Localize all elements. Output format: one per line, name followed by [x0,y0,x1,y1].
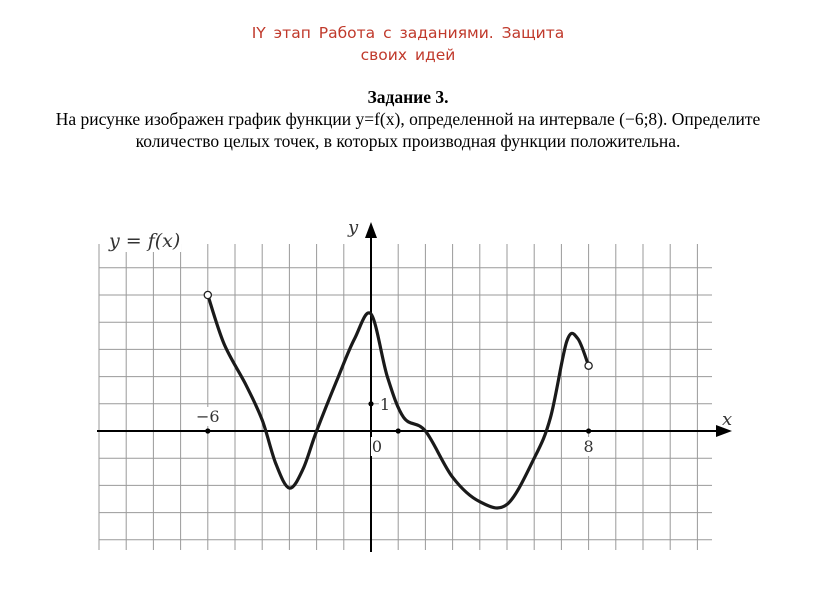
task-text: На рисунке изображен график функции y=f(x), определенной на интервале (−6;8). Определите количество целых точек, в которых производная функции положительна. [55,109,761,151]
stage-title-line-2: своих идей [360,46,456,64]
tick-label-x-min: −6 [196,407,220,426]
axes [97,222,732,552]
open-endpoint [204,291,211,298]
x-tick-mark [396,428,401,433]
task-heading: Задание 3. [367,87,449,107]
x-tick-mark [205,428,210,433]
y-axis-label: y [348,217,359,238]
stage-title-line-1: IY этап Работа с заданиями. Защита [251,24,565,42]
open-endpoint [585,362,592,369]
tick-label-y-one: 1 [379,394,391,414]
origin-label: 0 [371,437,383,456]
y-tick-mark [368,401,373,406]
x-tick-mark [586,428,591,433]
y-axis-arrow [365,222,377,238]
tick-label-x-max: 8 [583,437,594,456]
grid [99,244,712,550]
x-axis-label: x [722,409,733,430]
function-label: y = f(x) [109,230,181,252]
